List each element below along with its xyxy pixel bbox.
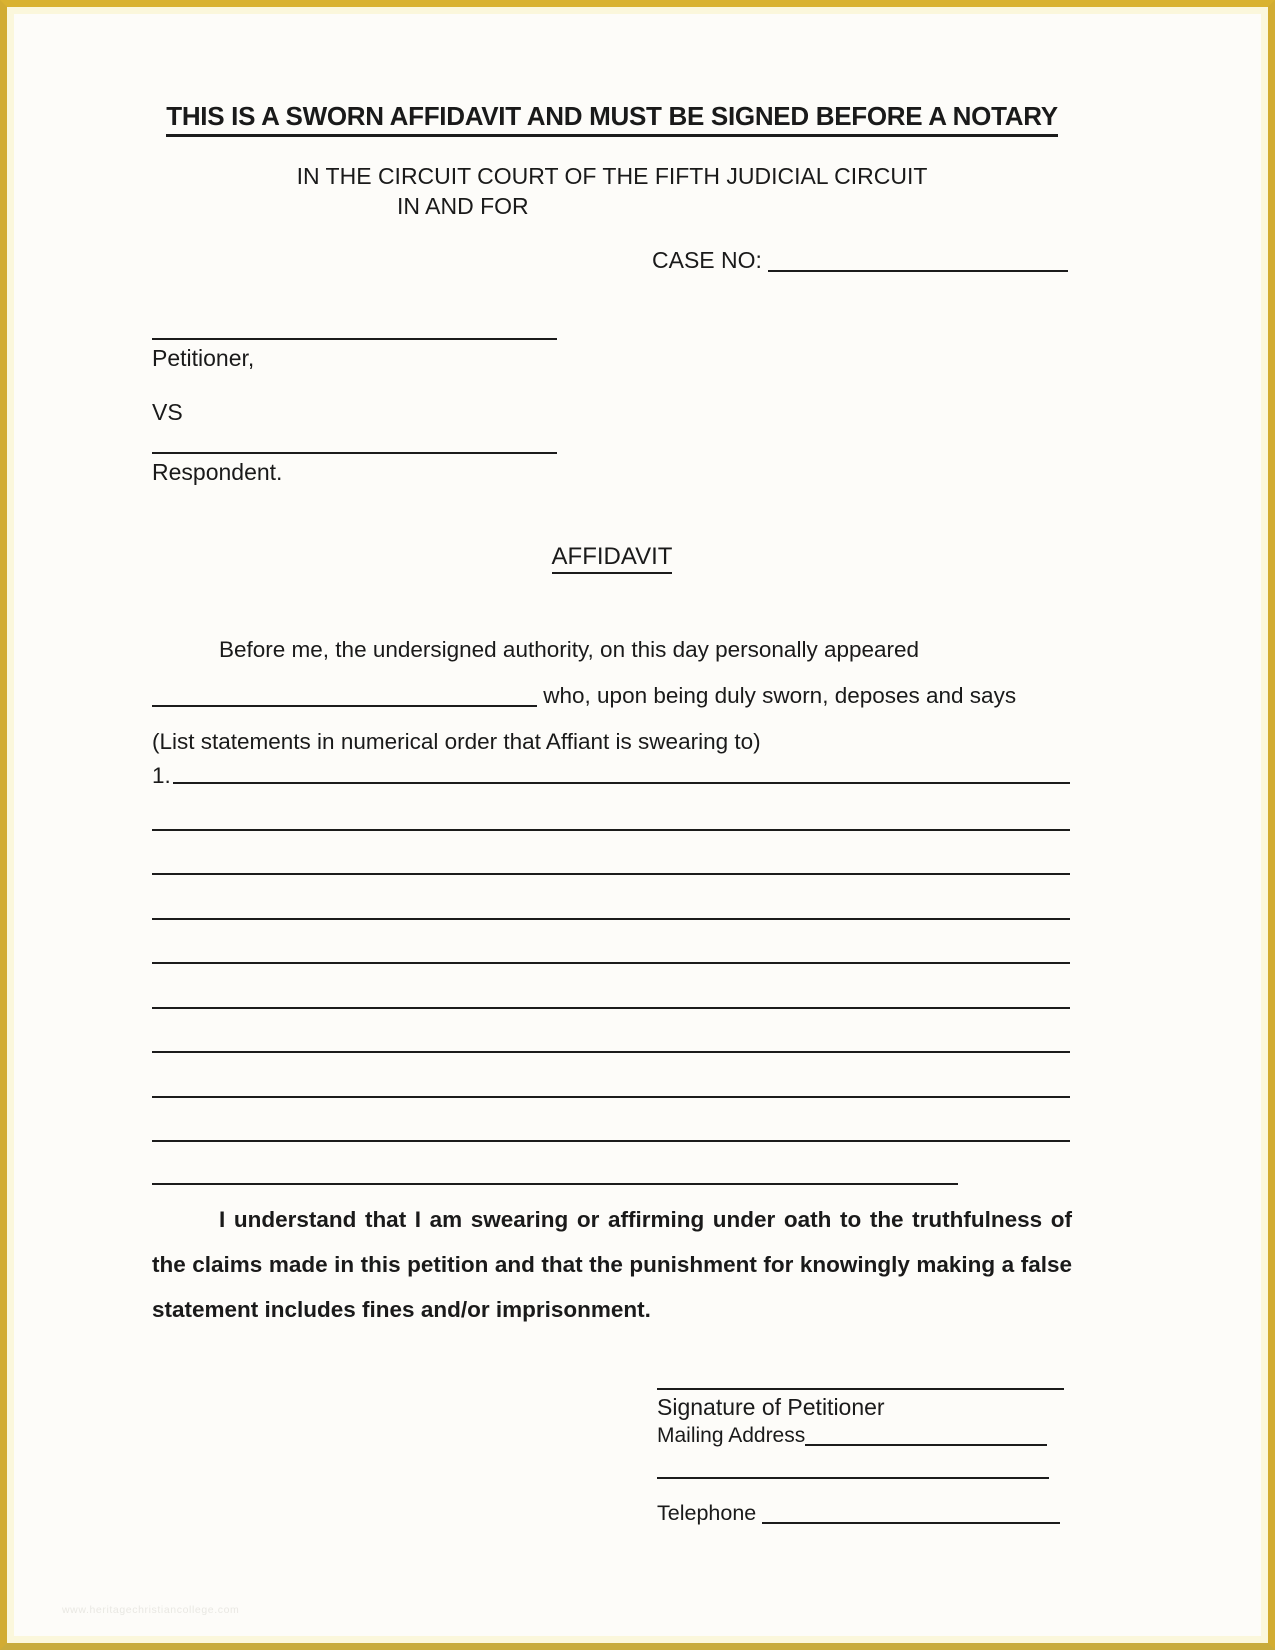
signature-blank <box>657 1388 1064 1390</box>
blank-line <box>152 1007 1070 1009</box>
blank-line <box>152 918 1070 920</box>
court-name-line: IN THE CIRCUIT COURT OF THE FIFTH JUDICIAL CIRCUIT <box>296 163 928 189</box>
mailing-address-label: Mailing Address <box>657 1424 806 1447</box>
case-number-blank <box>768 269 1068 272</box>
affiant-name-blank <box>152 704 537 707</box>
blank-line <box>152 1140 1070 1142</box>
signature-label: Signature of Petitioner <box>657 1394 885 1420</box>
blank-line <box>152 962 1070 964</box>
mailing-address-blank-line2 <box>657 1477 1049 1479</box>
blank-line <box>152 873 1070 875</box>
affidavit-heading <box>152 543 1072 571</box>
oath-paragraph: I understand that I am swearing or affirming under oath to the truthfulness of the claims made in this petition and that the punishment for knowingly making a false statement includes fines and/or imprisonment. <box>152 1207 1072 1322</box>
case-number-label: CASE NO: <box>652 247 762 273</box>
blank-line-short <box>152 1183 958 1185</box>
respondent-name-blank <box>152 452 557 454</box>
petitioner-name-blank <box>152 338 557 340</box>
telephone-row <box>657 1501 1060 1526</box>
statement-item-row <box>152 763 1070 789</box>
list-instruction: (List statements in numerical order that Affiant is swearing to) <box>152 729 761 754</box>
intro-line-2-text: who, upon being duly sworn, deposes and says <box>543 683 1017 708</box>
mailing-address-row <box>657 1424 1047 1448</box>
telephone-blank <box>762 1521 1060 1524</box>
case-number-row <box>652 247 1068 274</box>
court-in-and-for-line: IN AND FOR <box>397 193 529 219</box>
statement-item-number: 1. <box>152 763 171 788</box>
notary-notice-text: THIS IS A SWORN AFFIDAVIT AND MUST BE SIGNED BEFORE A NOTARY <box>166 101 1058 137</box>
notary-notice-title <box>152 101 1072 132</box>
watermark-text: www.heritagechristiancollege.com <box>62 1604 240 1616</box>
blank-line <box>152 1096 1070 1098</box>
blank-line <box>152 829 1070 831</box>
intro-line-2 <box>152 673 1072 719</box>
telephone-label: Telephone <box>657 1501 757 1525</box>
statement-line-1 <box>173 782 1070 784</box>
versus-label: VS <box>152 399 183 425</box>
intro-line-1: Before me, the undersigned authority, on this day personally appeared <box>219 637 920 662</box>
mailing-address-blank <box>805 1443 1047 1446</box>
petitioner-label: Petitioner, <box>152 345 255 371</box>
affidavit-heading-text: AFFIDAVIT <box>552 543 673 574</box>
blank-line <box>152 1051 1070 1053</box>
respondent-label: Respondent. <box>152 459 283 485</box>
affidavit-intro <box>152 627 1072 765</box>
